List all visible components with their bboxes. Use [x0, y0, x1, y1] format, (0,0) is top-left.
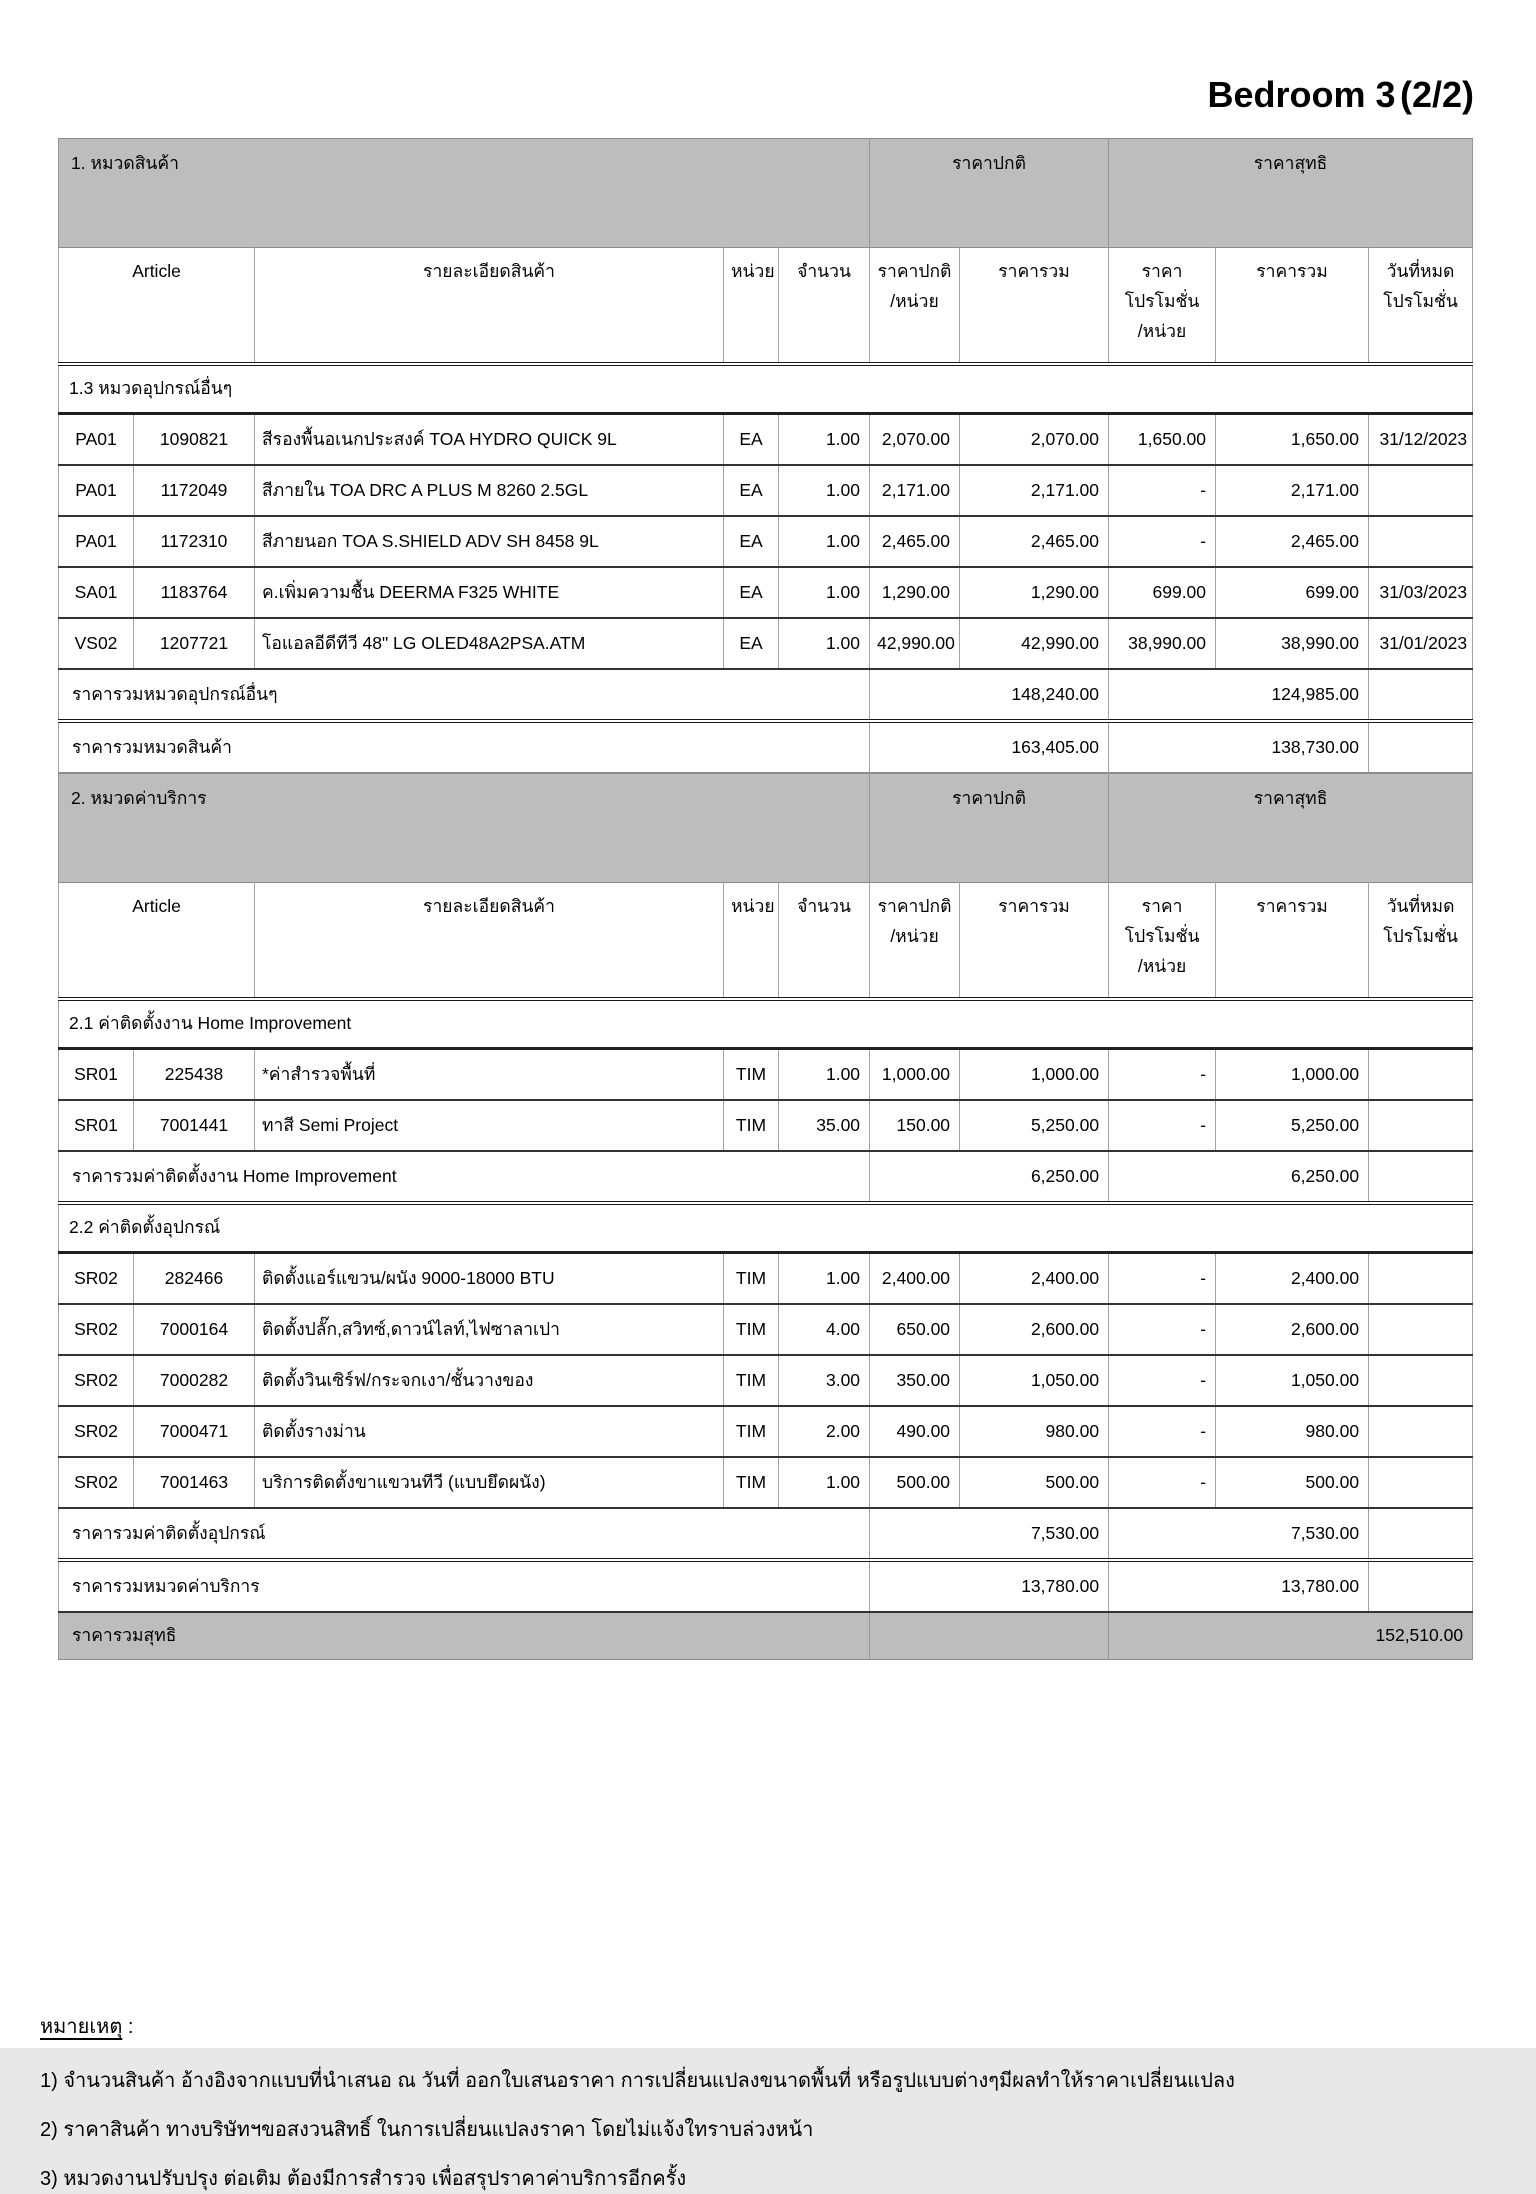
cell-promo-end — [1369, 465, 1473, 516]
cell-unit-price: 350.00 — [870, 1355, 960, 1406]
cell-net-total: 980.00 — [1216, 1406, 1369, 1457]
total-row-services — [59, 1560, 1473, 1612]
cell-promo-end — [1369, 516, 1473, 567]
subtotal-normal: 148,240.00 — [870, 669, 1109, 721]
cell-unit: TIM — [724, 1355, 779, 1406]
cell-promo-unit: 1,650.00 — [1109, 414, 1216, 466]
cell-code: SR02 — [59, 1457, 134, 1508]
cell-net-total: 2,600.00 — [1216, 1304, 1369, 1355]
cell-promo-end — [1369, 1253, 1473, 1305]
cell-total: 2,465.00 — [960, 516, 1109, 567]
cell-empty — [870, 1612, 1109, 1660]
cell-net-total: 2,171.00 — [1216, 465, 1369, 516]
col-promo-price: ราคา โปรโมชั่น /หน่วย — [1109, 248, 1216, 365]
cell-unit: TIM — [724, 1049, 779, 1101]
table-row — [59, 1049, 1473, 1101]
cell-unit: TIM — [724, 1457, 779, 1508]
section-header-2-1 — [59, 999, 1473, 1049]
cell-article: 7000164 — [134, 1304, 255, 1355]
cell-article: 7000471 — [134, 1406, 255, 1457]
cell-net-total: 500.00 — [1216, 1457, 1369, 1508]
cell-unit-price: 150.00 — [870, 1100, 960, 1151]
cell-empty — [1369, 1508, 1473, 1560]
cell-unit: EA — [724, 516, 779, 567]
column-header-row — [59, 883, 1473, 1000]
cell-total: 5,250.00 — [960, 1100, 1109, 1151]
cell-total: 2,171.00 — [960, 465, 1109, 516]
cell-code: SR02 — [59, 1253, 134, 1305]
cell-unit-price: 490.00 — [870, 1406, 960, 1457]
cell-unit: EA — [724, 618, 779, 669]
footnotes-heading-line — [40, 2010, 1536, 2042]
grand-total-row — [59, 1612, 1473, 1660]
cell-qty: 1.00 — [779, 567, 870, 618]
subtotal-row-other-equipment — [59, 669, 1473, 721]
cell-net-total: 1,000.00 — [1216, 1049, 1369, 1101]
cell-article: 282466 — [134, 1253, 255, 1305]
cell-description: สีภายนอก TOA S.SHIELD ADV SH 8458 9L — [255, 516, 724, 567]
products-table — [58, 138, 1473, 773]
section-header-1-3 — [59, 364, 1473, 414]
total-net: 13,780.00 — [1109, 1560, 1369, 1612]
services-table — [58, 773, 1473, 1660]
cell-qty: 3.00 — [779, 1355, 870, 1406]
table-row — [59, 1406, 1473, 1457]
cell-promo-unit: - — [1109, 516, 1216, 567]
table-row — [59, 1304, 1473, 1355]
subtotal-row-equipment-install — [59, 1508, 1473, 1560]
total-normal: 13,780.00 — [870, 1560, 1109, 1612]
col-total: ราคารวม — [960, 883, 1109, 1000]
cell-description: บริการติดตั้งขาแขวนทีวี (แบบยึดผนัง) — [255, 1457, 724, 1508]
cell-description: โอแอลอีดีทีวี 48" LG OLED48A2PSA.ATM — [255, 618, 724, 669]
col-article: Article — [59, 248, 255, 365]
cell-unit: TIM — [724, 1304, 779, 1355]
cell-qty: 1.00 — [779, 1049, 870, 1101]
subtotal-net: 6,250.00 — [1109, 1151, 1369, 1203]
subtotal-label: ราคารวมค่าติดตั้งอุปกรณ์ — [59, 1508, 870, 1560]
table-row — [59, 1100, 1473, 1151]
category-band — [59, 139, 1473, 248]
cell-description: ติดตั้งแอร์แขวน/ผนัง 9000-18000 BTU — [255, 1253, 724, 1305]
cell-article: 1172049 — [134, 465, 255, 516]
cell-net-total: 38,990.00 — [1216, 618, 1369, 669]
cell-qty: 1.00 — [779, 618, 870, 669]
cell-code: PA01 — [59, 465, 134, 516]
table-row — [59, 414, 1473, 466]
column-header-row — [59, 248, 1473, 365]
cell-qty: 4.00 — [779, 1304, 870, 1355]
page-title-pagenum: (2/2) — [1399, 74, 1474, 115]
cell-article: 1183764 — [134, 567, 255, 618]
col-unit-price: ราคาปกติ /หน่วย — [870, 883, 960, 1000]
cell-code: VS02 — [59, 618, 134, 669]
normal-price-band-label: ราคาปกติ — [870, 139, 1109, 248]
col-description: รายละเอียดสินค้า — [255, 248, 724, 365]
section-header-2-2 — [59, 1203, 1473, 1253]
col-unit: หน่วย — [724, 883, 779, 1000]
table-row — [59, 1253, 1473, 1305]
cell-code: PA01 — [59, 414, 134, 466]
cell-description: ติดตั้งรางม่าน — [255, 1406, 724, 1457]
cell-unit-price: 1,290.00 — [870, 567, 960, 618]
table-row — [59, 1355, 1473, 1406]
cell-promo-unit: - — [1109, 465, 1216, 516]
cell-total: 2,600.00 — [960, 1304, 1109, 1355]
subtotal-normal: 7,530.00 — [870, 1508, 1109, 1560]
cell-empty — [1369, 1560, 1473, 1612]
col-description: รายละเอียดสินค้า — [255, 883, 724, 1000]
cell-unit: EA — [724, 465, 779, 516]
cell-unit: TIM — [724, 1253, 779, 1305]
page-title — [0, 0, 1536, 116]
cell-promo-end: 31/03/2023 — [1369, 567, 1473, 618]
footnotes-heading: หมายเหตุ — [40, 2016, 123, 2038]
subtotal-normal: 6,250.00 — [870, 1151, 1109, 1203]
cell-promo-unit: - — [1109, 1355, 1216, 1406]
total-row-products — [59, 721, 1473, 773]
table-row — [59, 618, 1473, 669]
subtotal-net: 124,985.00 — [1109, 669, 1369, 721]
subtotal-label: ราคารวมหมวดอุปกรณ์อื่นๆ — [59, 669, 870, 721]
cell-net-total: 2,400.00 — [1216, 1253, 1369, 1305]
cell-promo-unit: 38,990.00 — [1109, 618, 1216, 669]
cell-description: *ค่าสำรวจพื้นที่ — [255, 1049, 724, 1101]
cell-promo-unit: - — [1109, 1049, 1216, 1101]
footnotes — [40, 2010, 1536, 2194]
cell-unit-price: 2,400.00 — [870, 1253, 960, 1305]
net-price-band-label: ราคาสุทธิ — [1109, 774, 1473, 883]
cell-code: SR02 — [59, 1355, 134, 1406]
col-unit: หน่วย — [724, 248, 779, 365]
col-total: ราคารวม — [960, 248, 1109, 365]
footnote-2: 2) ราคาสินค้า ทางบริษัทฯขอสงวนสิทธิ์ ในการเปลี่ยนแปลงราคา โดยไม่แจ้งใทราบล่วงหน้า — [40, 2119, 814, 2141]
category-band-title: 2. หมวดค่าบริการ — [59, 774, 870, 883]
cell-empty — [1369, 1151, 1473, 1203]
subtotal-net: 7,530.00 — [1109, 1508, 1369, 1560]
cell-article: 7001463 — [134, 1457, 255, 1508]
cell-qty: 1.00 — [779, 1253, 870, 1305]
cell-qty: 1.00 — [779, 465, 870, 516]
cell-qty: 1.00 — [779, 414, 870, 466]
cell-description: ค.เพิ่มความชื้น DEERMA F325 WHITE — [255, 567, 724, 618]
cell-net-total: 1,650.00 — [1216, 414, 1369, 466]
cell-qty: 1.00 — [779, 1457, 870, 1508]
cell-qty: 2.00 — [779, 1406, 870, 1457]
cell-promo-end — [1369, 1457, 1473, 1508]
cell-qty: 1.00 — [779, 516, 870, 567]
cell-net-total: 2,465.00 — [1216, 516, 1369, 567]
normal-price-band-label: ราคาปกติ — [870, 774, 1109, 883]
cell-promo-unit: - — [1109, 1457, 1216, 1508]
net-price-band-label: ราคาสุทธิ — [1109, 139, 1473, 248]
section-label: 1.3 หมวดอุปกรณ์อื่นๆ — [59, 364, 1473, 414]
cell-article: 1207721 — [134, 618, 255, 669]
cell-total: 500.00 — [960, 1457, 1109, 1508]
grand-total-value: 152,510.00 — [1109, 1612, 1473, 1660]
total-label: ราคารวมหมวดค่าบริการ — [59, 1560, 870, 1612]
cell-promo-end — [1369, 1406, 1473, 1457]
subtotal-row-home-improvement — [59, 1151, 1473, 1203]
col-promo-end: วันที่หมด โปรโมชั่น — [1369, 248, 1473, 365]
cell-promo-end — [1369, 1049, 1473, 1101]
cell-net-total: 5,250.00 — [1216, 1100, 1369, 1151]
section-label: 2.2 ค่าติดตั้งอุปกรณ์ — [59, 1203, 1473, 1253]
cell-article: 1172310 — [134, 516, 255, 567]
cell-article: 7000282 — [134, 1355, 255, 1406]
cell-unit-price: 2,171.00 — [870, 465, 960, 516]
col-net-total: ราคารวม — [1216, 883, 1369, 1000]
cell-code: PA01 — [59, 516, 134, 567]
cell-article: 225438 — [134, 1049, 255, 1101]
cell-article: 7001441 — [134, 1100, 255, 1151]
table-row — [59, 1457, 1473, 1508]
category-band-title: 1. หมวดสินค้า — [59, 139, 870, 248]
cell-unit-price: 42,990.00 — [870, 618, 960, 669]
section-label: 2.1 ค่าติดตั้งงาน Home Improvement — [59, 999, 1473, 1049]
cell-promo-unit: - — [1109, 1304, 1216, 1355]
cell-description: ทาสี Semi Project — [255, 1100, 724, 1151]
page-title-room: Bedroom 3 — [1207, 74, 1396, 115]
cell-unit-price: 650.00 — [870, 1304, 960, 1355]
grand-total-label: ราคารวมสุทธิ — [59, 1612, 870, 1660]
cell-code: SR01 — [59, 1100, 134, 1151]
col-unit-price: ราคาปกติ /หน่วย — [870, 248, 960, 365]
cell-total: 42,990.00 — [960, 618, 1109, 669]
total-normal: 163,405.00 — [870, 721, 1109, 773]
cell-empty — [1369, 669, 1473, 721]
col-qty: จำนวน — [779, 883, 870, 1000]
total-label: ราคารวมหมวดสินค้า — [59, 721, 870, 773]
cell-total: 1,290.00 — [960, 567, 1109, 618]
cell-description: สีภายใน TOA DRC A PLUS M 8260 2.5GL — [255, 465, 724, 516]
cell-unit: TIM — [724, 1100, 779, 1151]
cell-unit-price: 1,000.00 — [870, 1049, 960, 1101]
col-promo-end: วันที่หมด โปรโมชั่น — [1369, 883, 1473, 1000]
cell-unit: EA — [724, 414, 779, 466]
cell-promo-unit: - — [1109, 1100, 1216, 1151]
cell-description: สีรองพื้นอเนกประสงค์ TOA HYDRO QUICK 9L — [255, 414, 724, 466]
cell-code: SR01 — [59, 1049, 134, 1101]
footnote-1: 1) จำนวนสินค้า อ้างอิงจากแบบที่นำเสนอ ณ วันที่ ออกใบเสนอราคา การเปลี่ยนแปลงขนาดพื้นที่ หรือรูปแบบต่างๆมีผลทำให้ราคาเปลี่ยนแปลง — [40, 2070, 1235, 2092]
cell-article: 1090821 — [134, 414, 255, 466]
cell-empty — [1369, 721, 1473, 773]
cell-unit: EA — [724, 567, 779, 618]
cell-description: ติดตั้งปลั๊ก,สวิทซ์,ดาวน์ไลท์,ไฟซาลาเปา — [255, 1304, 724, 1355]
cell-promo-end: 31/01/2023 — [1369, 618, 1473, 669]
cell-promo-end — [1369, 1355, 1473, 1406]
col-net-total: ราคารวม — [1216, 248, 1369, 365]
col-qty: จำนวน — [779, 248, 870, 365]
cell-promo-unit: - — [1109, 1406, 1216, 1457]
cell-total: 1,000.00 — [960, 1049, 1109, 1101]
cell-net-total: 1,050.00 — [1216, 1355, 1369, 1406]
cell-total: 2,070.00 — [960, 414, 1109, 466]
cell-promo-end — [1369, 1304, 1473, 1355]
cell-code: SR02 — [59, 1304, 134, 1355]
cell-code: SR02 — [59, 1406, 134, 1457]
cell-unit-price: 500.00 — [870, 1457, 960, 1508]
table-row — [59, 567, 1473, 618]
col-article: Article — [59, 883, 255, 1000]
table-row — [59, 465, 1473, 516]
cell-promo-unit: 699.00 — [1109, 567, 1216, 618]
cell-unit: TIM — [724, 1406, 779, 1457]
cell-qty: 35.00 — [779, 1100, 870, 1151]
cell-description: ติดตั้งวินเซิร์ฟ/กระจกเงา/ชั้นวางของ — [255, 1355, 724, 1406]
table-row — [59, 516, 1473, 567]
subtotal-label: ราคารวมค่าติดตั้งงาน Home Improvement — [59, 1151, 870, 1203]
cell-promo-end: 31/12/2023 — [1369, 414, 1473, 466]
total-net: 138,730.00 — [1109, 721, 1369, 773]
cell-unit-price: 2,465.00 — [870, 516, 960, 567]
cell-total: 980.00 — [960, 1406, 1109, 1457]
cell-net-total: 699.00 — [1216, 567, 1369, 618]
cell-code: SA01 — [59, 567, 134, 618]
cell-total: 1,050.00 — [960, 1355, 1109, 1406]
cell-promo-end — [1369, 1100, 1473, 1151]
col-promo-price: ราคา โปรโมชั่น /หน่วย — [1109, 883, 1216, 1000]
footnote-3: 3) หมวดงานปรับปรุง ต่อเติม ต้องมีการสำรวจ เพื่อสรุปราคาค่าบริการอีกครั้ง — [40, 2168, 687, 2190]
footnotes-heading-colon: : — [127, 2016, 134, 2038]
cell-unit-price: 2,070.00 — [870, 414, 960, 466]
cell-total: 2,400.00 — [960, 1253, 1109, 1305]
category-band — [59, 774, 1473, 883]
cell-promo-unit: - — [1109, 1253, 1216, 1305]
